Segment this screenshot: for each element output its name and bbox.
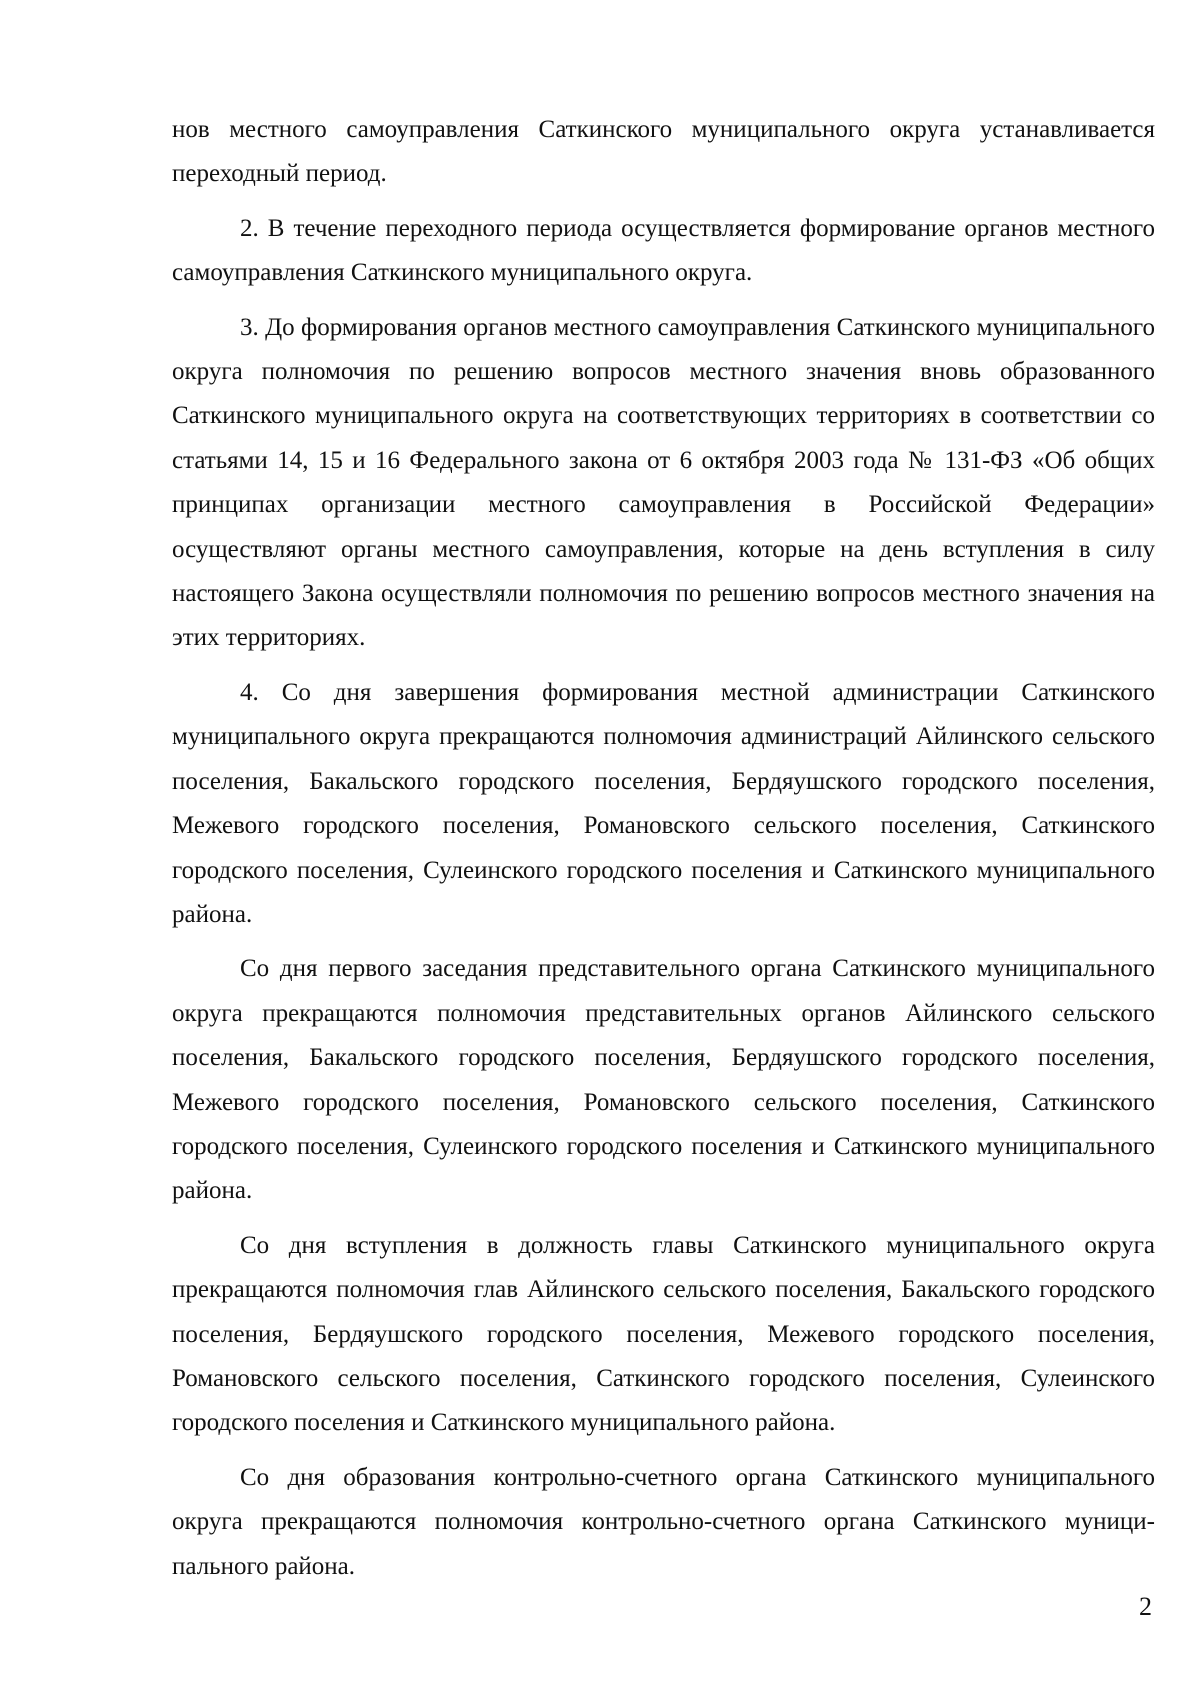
paragraph-item-2: 2. В течение переходного периода осуществляется формирование органов местного самоуправления Саткинского муниципального округа.	[172, 214, 1155, 287]
paragraph-head-of-district: Со дня вступления в должность главы Саткинского муниципального округа прекращаются полномочия глав Айлинского сельского поселения, Бакальского городского поселения, Бердяушского городского поселения, Межевого городского поселения, Романовского сельского поселения, Саткинского городского поселения, Сулеинского городского поселения и Саткинского муниципального района.	[172, 1231, 1155, 1437]
document-body	[172, 108, 1155, 1599]
paragraph-continuation: нов местного самоуправления Саткинского муниципального округа устанавливается переходный период.	[172, 116, 1155, 188]
paragraph-item-4: 4. Со дня завершения формирования местной администрации Саткинского муниципального округа прекращаются полномочия администраций Айлинского сельского поселения, Бакальского городского поселения, Бердяушского городского поселения, Межевого городского поселения, Романовского сельского поселения, Саткинского городского поселения, Сулеинского городского поселения и Саткинского муниципального района.	[172, 678, 1155, 928]
paragraph-representative-body: Со дня первого заседания представительного органа Саткинского муниципального округа прекращаются полномочия представительных органов Айлинского сельского поселения, Бакальского городского поселения, Бердяушского городского поселения, Межевого городского поселения, Романовского сельского поселения, Саткинского городского поселения, Сулеинского городского поселения и Саткинского муниципального района.	[172, 955, 1155, 1205]
paragraph-item-3: 3. До формирования органов местного самоуправления Саткинского муниципального округа полномочия по решению вопросов местного значения вновь образованного Саткинского муниципального округа на соответствующих территориях в соответствии со статьями 14, 15 и 16 Федерального закона от 6 октября 2003 года № 131-ФЗ «Об общих принципах организации местного самоуправления в Российской Федерации» осуществляют органы местного самоуправления, которые на день вступления в силу настоящего Закона осуществляли полномочия по решению вопросов местного значения на этих территориях.	[172, 313, 1155, 652]
paragraph-audit-body: Со дня образования контрольно-счетного органа Саткинского муниципального округа прекращаются полномочия контрольно-счетного органа Саткинского муниципального района.	[172, 1463, 1155, 1580]
page-number: 2	[1139, 1592, 1152, 1621]
